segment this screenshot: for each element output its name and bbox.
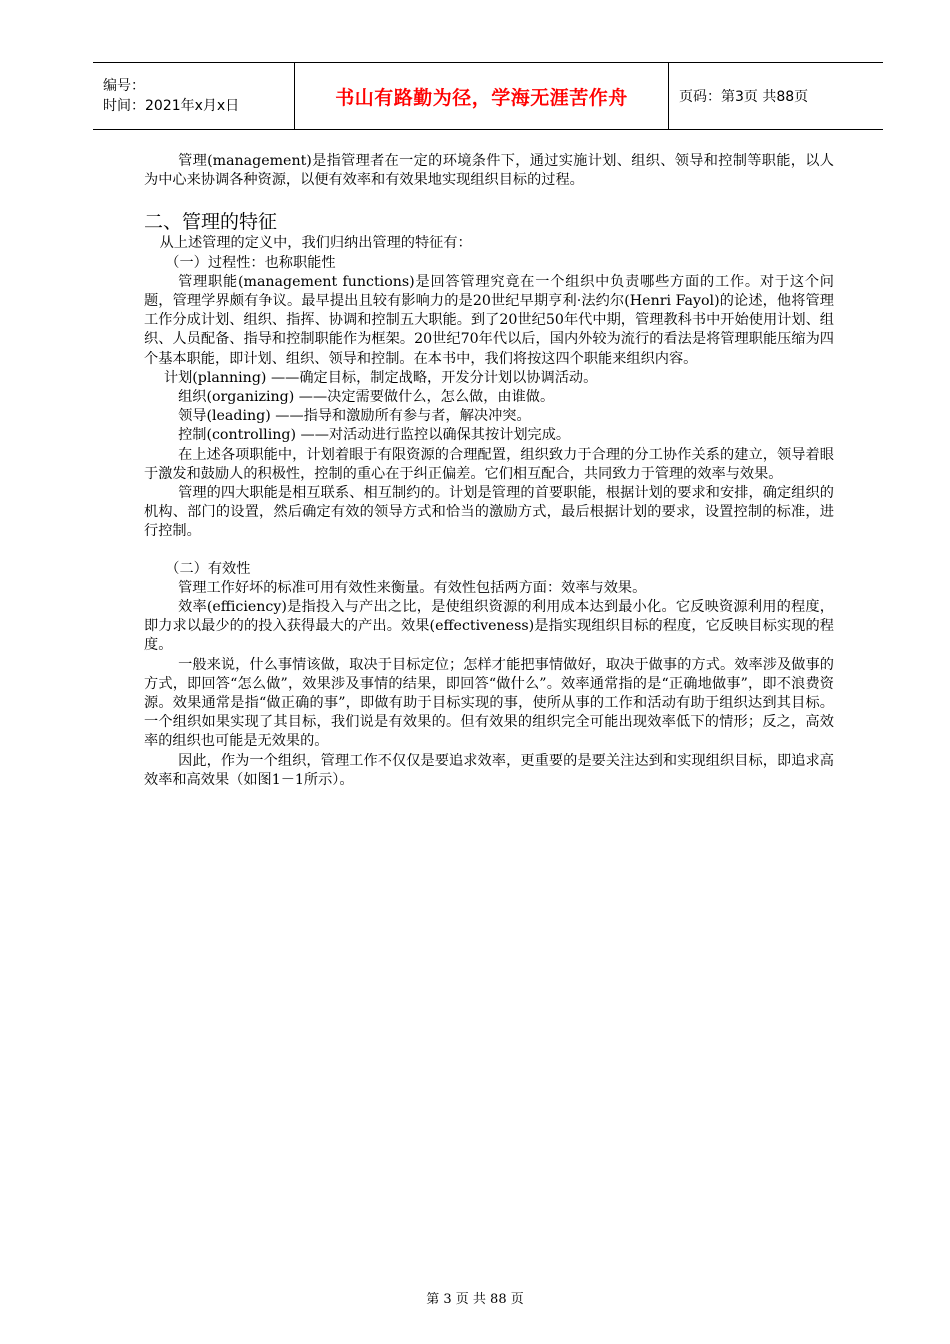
paragraph-conclusion: 因此，作为一个组织，管理工作不仅仅是要追求效率，更重要的是要关注达到和实现组织目标，即追求高效率和高效果（如图1－1所示）。 <box>144 752 834 788</box>
function-planning: 计划(planning) ——确定目标，制定战略，开发分计划以协调活动。 <box>163 369 598 386</box>
header-meta <box>93 63 295 129</box>
header-page-count <box>669 63 883 129</box>
paragraph-definition: 管理(management)是指管理者在一定的环境条件下，通过实施计划、组织、领导和控制等职能，以人为中心来协调各种资源，以便有效率和有效果地实现组织目标的过程。 <box>144 153 834 189</box>
function-organizing: 组织(organizing) ——决定需要做什么，怎么做，由谁做。 <box>178 389 555 406</box>
paragraph-effectiveness-standard: 管理工作好坏的标准可用有效性来衡量。有效性包括两方面：效率与效果。 <box>178 579 647 596</box>
paragraph-four-functions: 管理的四大职能是相互联系、相互制约的。计划是管理的首要职能，根据计划的要求和安排，确定组织的机构、部门的设置，然后确定有效的领导方式和恰当的激励方式，最后根据计划的要求，设置控制的标准，进行控制。 <box>144 485 834 540</box>
subheading-effectiveness: （二）有效性 <box>165 560 251 577</box>
paragraph-efficiency: 效率(efficiency)是指投入与产出之比，是使组织资源的利用成本达到最小化。它反映资源利用的程度，即力求以最少的的投入获得最大的产出。效果(effectiveness)是指实现组织目标的程度，它反映目标实现的程度。 <box>144 599 834 654</box>
paragraph-intro: 从上述管理的定义中，我们归纳出管理的特征有： <box>159 235 472 252</box>
function-leading: 领导(leading) ——指导和激励所有参与者，解决冲突。 <box>178 408 531 425</box>
function-controlling: 控制(controlling) ——对活动进行监控以确保其按计划完成。 <box>178 427 571 444</box>
page-header <box>93 62 883 130</box>
motto-text: 书山有路勤为径，学海无涯苦作舟 <box>335 86 628 109</box>
doc-time-label: 时间：2021年x月x日 <box>103 98 240 114</box>
page-footer: 第 3 页 共 88 页 <box>426 1292 524 1307</box>
section-heading: 二、管理的特征 <box>144 211 278 234</box>
document-body <box>144 152 834 790</box>
paragraph-functions-relation: 在上述各项职能中，计划着眼于有限资源的合理配置，组织致力于合理的分工协作关系的建立，领导着眼于激发和鼓励人的积极性，控制的重心在于纠正偏差。它们相互配合，共同致力于管理的效率与效果。 <box>144 446 834 482</box>
page-count-label: 页码：第3页 共88页 <box>679 89 809 105</box>
spacer <box>144 542 834 560</box>
paragraph-doing-things: 一般来说，什么事情该做，取决于目标定位；怎样才能把事情做好，取决于做事的方式。效率涉及做事的方式，即回答“怎么做”，效果涉及事情的结果，即回答“做什么”。效率通常指的是“正确地做事”，即不浪费资源。效果通常是指“做正确的事”，即做有助于目标实现的事，使所从事的工作和活动有助于组织达到其目标。一个组织如果实现了其目标，我们说是有效果的。但有效果的组织完全可能出现效率低下的情形；反之，高效率的组织也可能是无效果的。 <box>144 656 834 750</box>
subheading-process: （一）过程性：也称职能性 <box>165 254 336 271</box>
paragraph-functions: 管理职能(management functions)是回答管理究竟在一个组织中负责哪些方面的工作。对于这个问题，管理学界颇有争议。最早提出且较有影响力的是20世纪早期亨利·法约尔(Henri Fayol)的论述，他将管理工作分成计划、组织、指挥、协调和控制五大职能。到了20世纪50年代中期，管理教科书中开始使用计划、组织、人员配备、指导和控制职能作为框架。20世纪70年代以后，国内外较为流行的看法是将管理职能压缩为四个基本职能，即计划、组织、领导和控制。在本书中，我们将按这四个职能来组织内容。 <box>144 273 834 367</box>
doc-number-label: 编号： <box>103 78 145 94</box>
header-motto <box>295 63 669 129</box>
